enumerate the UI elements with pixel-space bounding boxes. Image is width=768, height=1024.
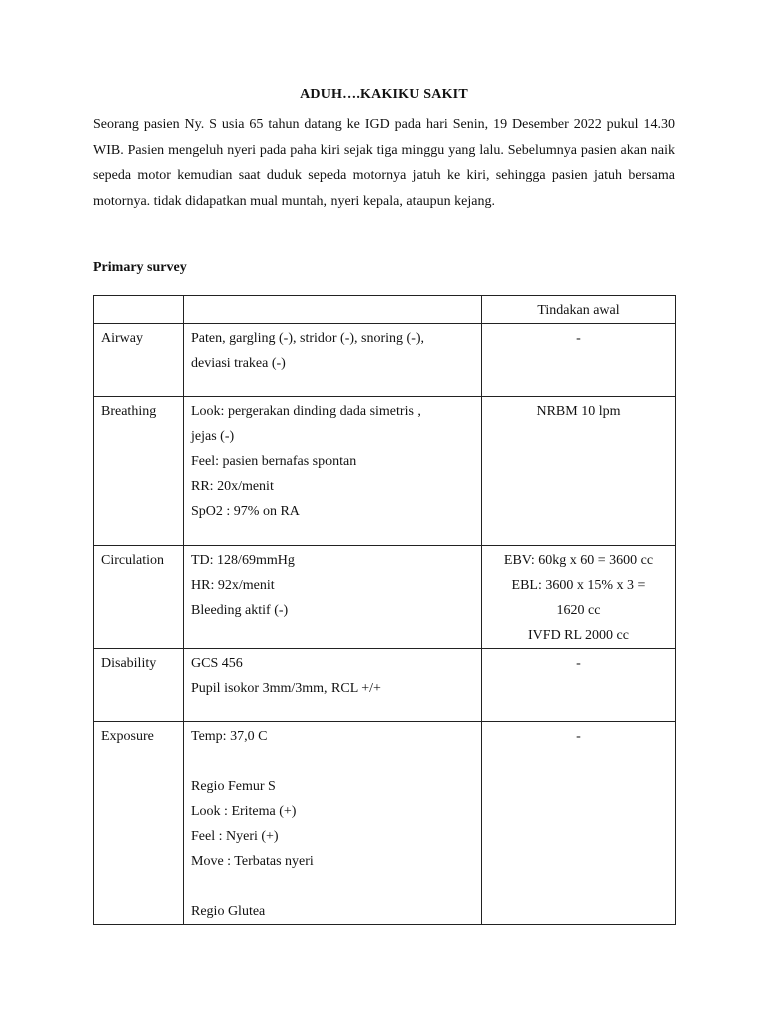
table-row-disability [94, 649, 676, 722]
row-action [482, 649, 676, 722]
table-row-airway [94, 324, 676, 397]
header-cell-action: Tindakan awal [482, 296, 676, 324]
action-line: 1620 cc [556, 603, 601, 618]
finding-line: RR: 20x/menit [191, 479, 274, 494]
finding-line: GCS 456 [191, 656, 243, 671]
action-line: NRBM 10 lpm [536, 404, 621, 419]
table-header-row [94, 296, 676, 324]
table-row-exposure [94, 722, 676, 925]
finding-line: Move : Terbatas nyeri [191, 854, 314, 869]
document-title: ADUH….KAKIKU SAKIT [300, 87, 468, 102]
row-label: Exposure [94, 722, 184, 925]
row-findings [184, 324, 482, 397]
table-row-breathing [94, 397, 676, 546]
row-label: Airway [94, 324, 184, 397]
finding-line: Regio Glutea [191, 904, 266, 919]
section-heading-primary-survey: Primary survey [93, 260, 187, 275]
row-findings [184, 722, 482, 925]
finding-line: SpO2 : 97% on RA [191, 504, 300, 519]
finding-line: deviasi trakea (-) [191, 356, 286, 371]
action-line: IVFD RL 2000 cc [528, 628, 629, 643]
case-description: Seorang pasien Ny. S usia 65 tahun datang ke IGD pada hari Senin, 19 Desember 2022 pukul 14.30 WIB. Pasien mengeluh nyeri pada paha kiri sejak tiga minggu yang lalu. Sebelumnya pasien akan naik sepeda motor kemudian saat duduk sepeda motornya jatuh ke kiri, sehingga pasien jatuh bersama motornya. tidak didapatkan mual muntah, nyeri kepala, ataupun kejang. [93, 117, 675, 209]
finding-line: Bleeding aktif (-) [191, 603, 289, 618]
row-action [482, 324, 676, 397]
action-line: EBV: 60kg x 60 = 3600 cc [503, 553, 654, 568]
finding-line: TD: 128/69mmHg [191, 553, 295, 568]
row-findings [184, 546, 482, 649]
finding-line: Paten, gargling (-), stridor (-), snoring (-), [191, 331, 425, 346]
header-cell-empty-1 [94, 296, 184, 324]
row-action [482, 722, 676, 925]
finding-line: Regio Femur S [191, 779, 276, 794]
row-action [482, 546, 676, 649]
finding-line: Look : Eritema (+) [191, 804, 297, 819]
action-line: - [576, 729, 581, 744]
finding-line [191, 874, 474, 899]
row-label: Disability [94, 649, 184, 722]
finding-line [191, 749, 474, 774]
action-line: - [576, 656, 581, 671]
finding-line: Pupil isokor 3mm/3mm, RCL +/+ [191, 681, 381, 696]
action-line: - [576, 331, 581, 346]
finding-line: Feel : Nyeri (+) [191, 829, 279, 844]
table-row-circulation [94, 546, 676, 649]
finding-line: Feel: pasien bernafas spontan [191, 454, 357, 469]
primary-survey-table [93, 295, 676, 925]
row-findings [184, 397, 482, 546]
action-line: EBL: 3600 x 15% x 3 = [511, 578, 646, 593]
finding-line: jejas (-) [191, 429, 235, 444]
row-findings [184, 649, 482, 722]
row-label: Breathing [94, 397, 184, 546]
finding-line: HR: 92x/menit [191, 578, 275, 593]
row-action [482, 397, 676, 546]
finding-line: Temp: 37,0 C [191, 729, 268, 744]
header-cell-empty-2 [184, 296, 482, 324]
row-label: Circulation [94, 546, 184, 649]
finding-line: Look: pergerakan dinding dada simetris , [191, 404, 421, 419]
